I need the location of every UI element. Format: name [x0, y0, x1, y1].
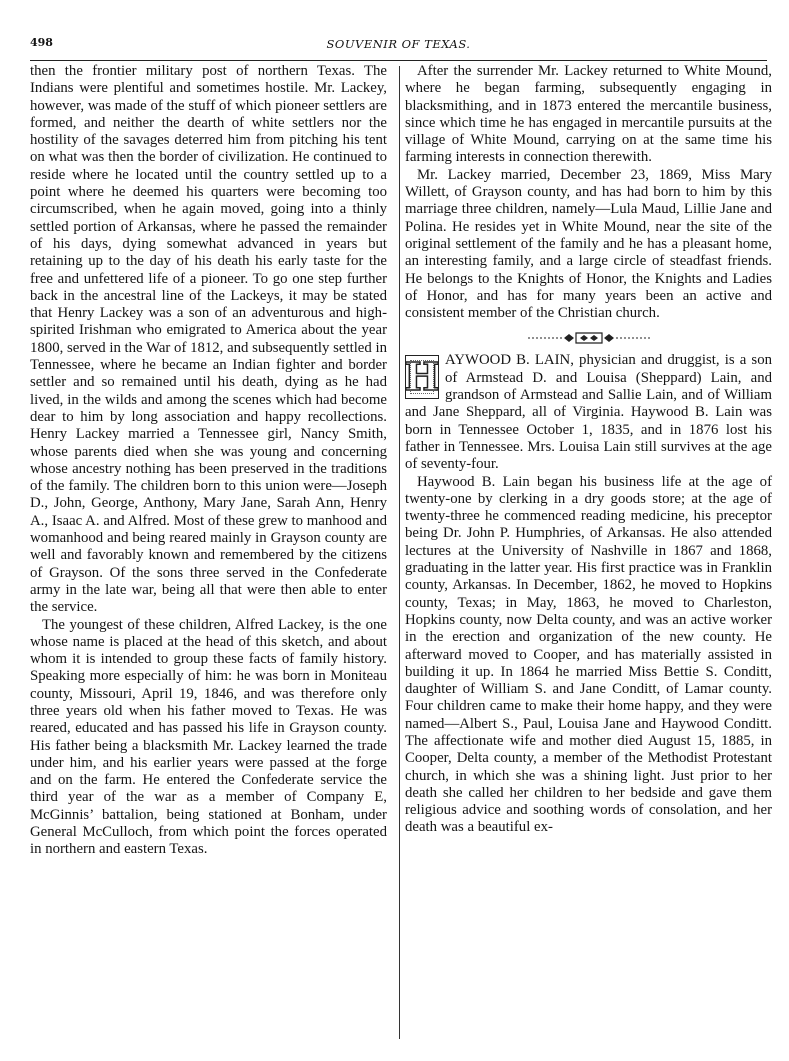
drop-cap-ornament	[410, 360, 434, 394]
column-divider	[399, 66, 400, 1039]
running-title: SOUVENIR OF TEXAS.	[326, 37, 471, 51]
paragraph-lackey-marriage: Mr. Lackey married, December 23, 1869, Miss Mary Willett, of Grayson county, and has had born to him by this marriage three children, namely—Lula Maud, Lillie Jane and Polina. He resides yet in White Mound, near the site of the original settlement of the family and he has a pleasant home, an interesting family, and a large circle of steadfast friends. He belongs to the Knights of Honor, the Knights and Ladies of Honor, and has for many years been an active and consistent member of the Christian church.	[405, 166, 772, 322]
right-column	[405, 63, 772, 837]
decorative-divider-icon	[405, 326, 772, 350]
paragraph-alfred-lackey: The youngest of these children, Alfred Lackey, is the one whose name is placed at the head of this sketch, and about whom it is intended to group these facts of family history. Speaking more especially of him: he was born in Moniteau county, Missouri, April 19, 1846, and was therefore only three years old when his father moved to Texas. He was reared, educated and has passed his life in Grayson county. His father being a blacksmith Mr. Lackey learned the trade under him, and his earlier years were passed at the forge and on the farm. He entered the Confederate service the third year of the war as a member of Company E, McGinnis’ battalion, being stationed at Bonham, under General McCulloch, from which point the forces operated in northern and eastern Texas.	[30, 616, 387, 858]
lain-sketch	[405, 352, 772, 473]
page-number: 498	[30, 36, 53, 49]
paragraph-lain-intro: AYWOOD B. LAIN, physician and druggist, is a son of Armstead D. and Louisa (Sheppard) Lain, and grandson of Armstead and Sallie Lain, and of William and Jane Sheppard, all of Virginia. Haywood B. Lain was born in Tennessee October 1, 1835, and in 1876 lost his father in Tennessee. Mrs. Louisa Lain still survives at the age of seventy-four.	[405, 352, 772, 473]
header-rule	[30, 60, 767, 61]
left-column	[30, 63, 387, 859]
drop-cap-h	[405, 355, 439, 399]
paragraph-after-surrender: After the surrender Mr. Lackey returned to White Mound, where he began farming, subsequently engaging in blacksmithing, and in 1873 entered the mercantile business, since which time he has engaged in mercantile pursuits at the village of White Mound, carrying on at the same time his farming interests in connection therewith.	[405, 63, 772, 166]
page-header	[30, 34, 767, 54]
drop-cap-letter: H	[404, 354, 440, 400]
paragraph-lain-career: Haywood B. Lain began his business life at the age of twenty-one by clerking in a dry goods store; at the age of twenty-three he commenced reading medicine, his preceptor being Dr. John P. Humphries, of Arkansas. He also attended lectures at the University of Nashville in 1867 and 1868, graduating in the latter year. His first practice was in Franklin county, Arkansas. In December, 1862, he moved to Hopkins county, Texas; in May, 1863, he moved to Charleston, Hopkins county, now Delta county, and was an active worker in the erection and organization of the new county. He afterward moved to Cooper, and has materially assisted in building it up. In 1864 he married Miss Bettie S. Conditt, daughter of William S. and Jane Conditt, of Lamar county. Four children came to make their home happy, and they were named—Albert S., Paul, Louisa Jane and Haywood Conditt. The affectionate wife and mother died August 15, 1885, in Cooper, Delta county, a member of the Methodist Protestant church, in which she was a shining light. Just prior to her death she called her children to her bedside and gave them religious advice and soothing words of consolation, and her death was a beautiful ex-	[405, 473, 772, 836]
paragraph-lackey-ancestry: then the frontier military post of northern Texas. The Indians were plentiful and sometimes hostile. Mr. Lackey, however, was made of the stuff of which pioneer settlers are formed, and neither the dearth of white settlers nor the hostility of the savages deterred him from pitching his tent on what was then the border of civilization. He continued to reside where he located until the country settled up to a point where he deemed his quarters were becoming too circumscribed, when he again moved, going into a thinly settled portion of Arkansas, where he passed the remainder of his days, dying somewhat advanced in years but retaining up to the day of his death his early taste for the free and unfettered life of a pioneer. To go one step further back in the ancestral line of the Lackeys, it may be stated that Henry Lackey was a son of an adventurous and high-spirited Irishman who emigrated to America about the year 1800, served in the War of 1812, and subsequently settled in Tennessee, where he became an Indian fighter and border settler and so remained until his death, dying as he had lived, in the wilds and among the scenes which had become dear to him by long association and happy recollections. Henry Lackey married a Tennessee girl, Nancy Smith, whose parents died when she was young and concerning whose ancestry nothing has been preserved in the traditions of the family. The children born to this union were—Joseph D., John, George, Anthony, Mary Jane, Sarah Ann, Henry A., Isaac A. and Alfred. Most of these grew to manhood and womanhood and being reared mainly in Grayson county are well and favorably known and remembered by the citizens of Grayson. Of the sons three served in the Confederate army in the late war, being all that were then able to enter the service.	[30, 63, 387, 616]
